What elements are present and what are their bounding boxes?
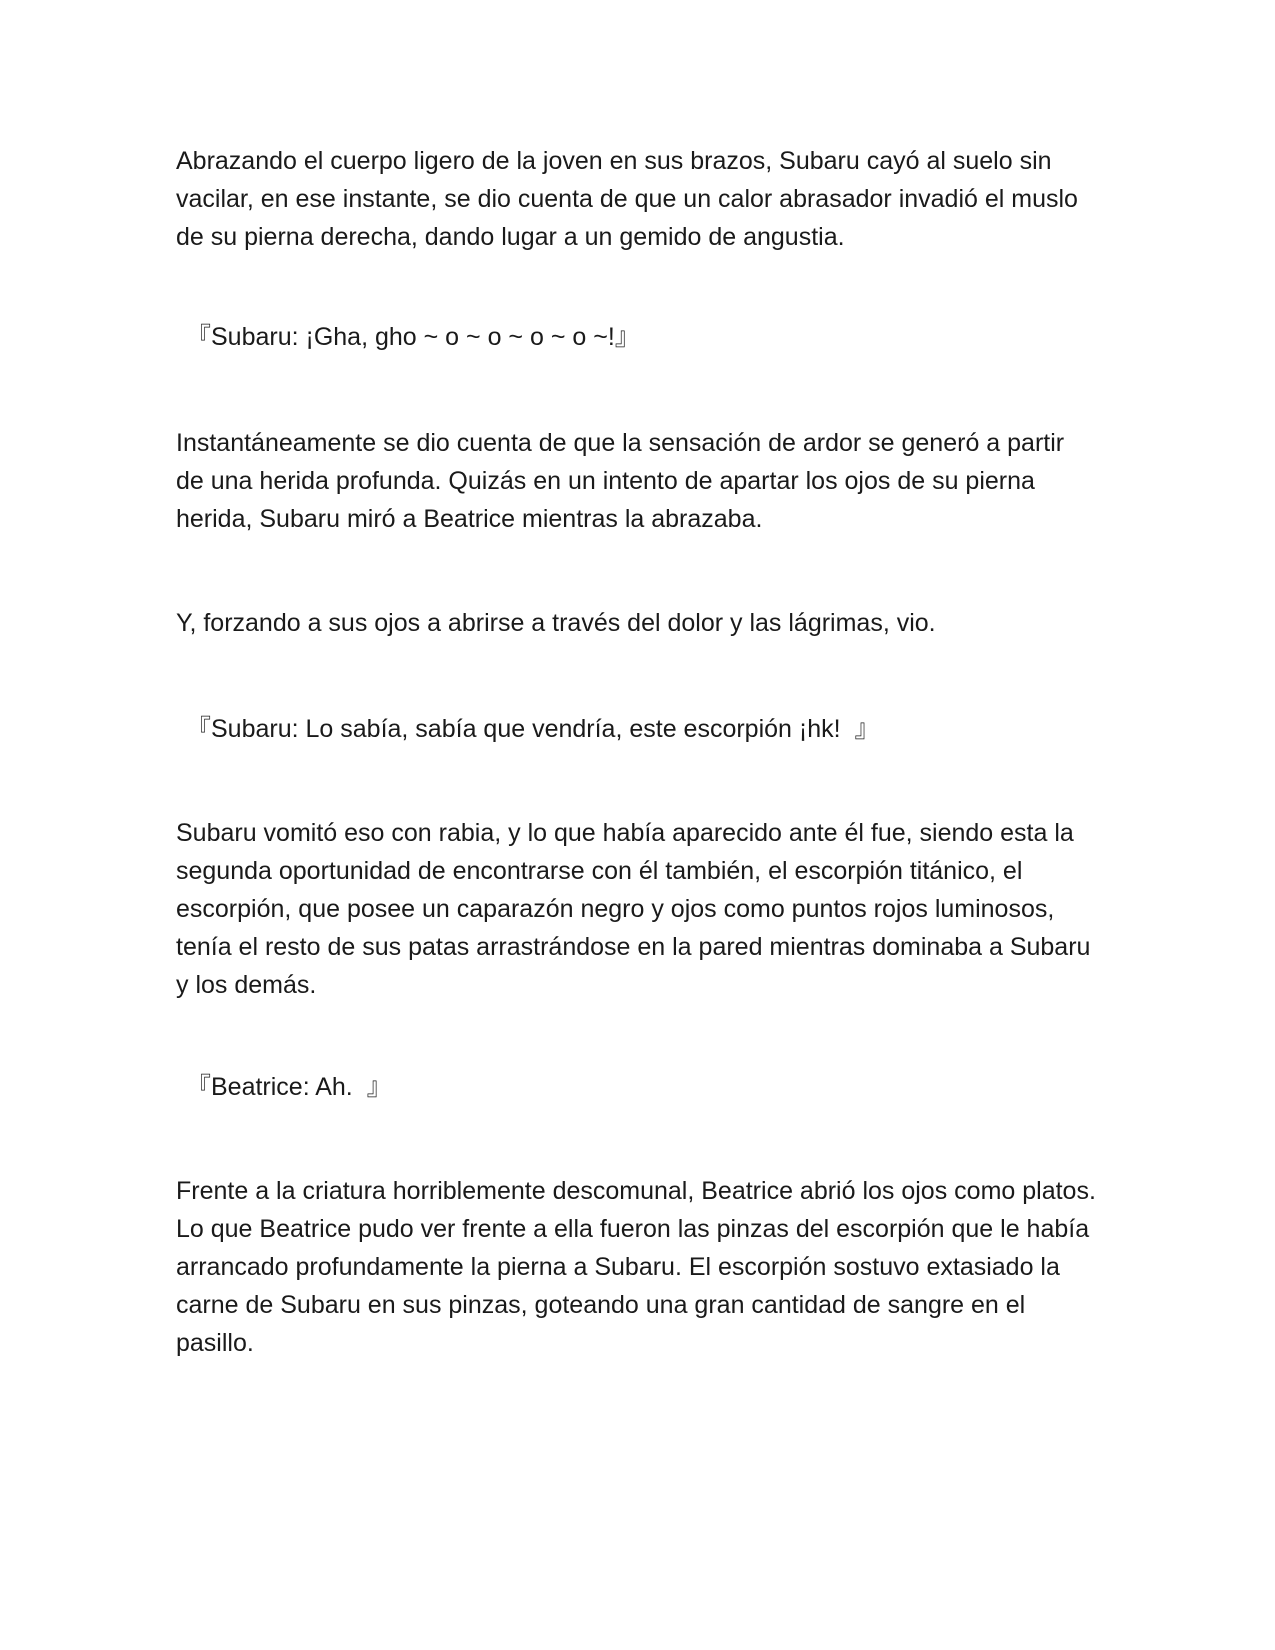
paragraph-3: Y, forzando a sus ojos a abrirse a través del dolor y las lágrimas, vio.: [176, 609, 936, 637]
paragraph-1: Abrazando el cuerpo ligero de la joven en sus brazos, Subaru cayó al suelo sin vacilar, en ese instante, se dio cuenta de que un calor abrasador invadió el muslo de su pierna derecha, dando lugar a un gemido de angustia.: [176, 147, 1078, 251]
dialogue-beatrice: 『Beatrice: Ah. 』: [186, 1073, 392, 1101]
dialogue-subaru-1: 『Subaru: ¡Gha, gho ~ o ~ o ~ o ~ o ~!』: [186, 323, 640, 351]
paragraph-2: Instantáneamente se dio cuenta de que la sensación de ardor se generó a partir de una herida profunda. Quizás en un intento de apartar los ojos de su pierna herida, Subaru miró a Beatrice mientras la abrazaba.: [176, 429, 1065, 533]
paragraph-5: Frente a la criatura horriblemente descomunal, Beatrice abrió los ojos como platos. Lo que Beatrice pudo ver frente a ella fueron las pinzas del escorpión que le había arrancado profundamente la pierna a Subaru. El escorpión sostuvo extasiado la carne de Subaru en sus pinzas, goteando una gran cantidad de sangre en el pasillo.: [176, 1177, 1096, 1357]
dialogue-subaru-2: 『Subaru: Lo sabía, sabía que vendría, este escorpión ¡hk! 』: [186, 715, 880, 743]
paragraph-4: Subaru vomitó eso con rabia, y lo que había aparecido ante él fue, siendo esta la segunda oportunidad de encontrarse con él también, el escorpión titánico, el escorpión, que posee un caparazón negro y ojos como puntos rojos luminosos, tenía el resto de sus patas arrastrándose en la pared mientras dominaba a Subaru y los demás.: [176, 819, 1091, 999]
